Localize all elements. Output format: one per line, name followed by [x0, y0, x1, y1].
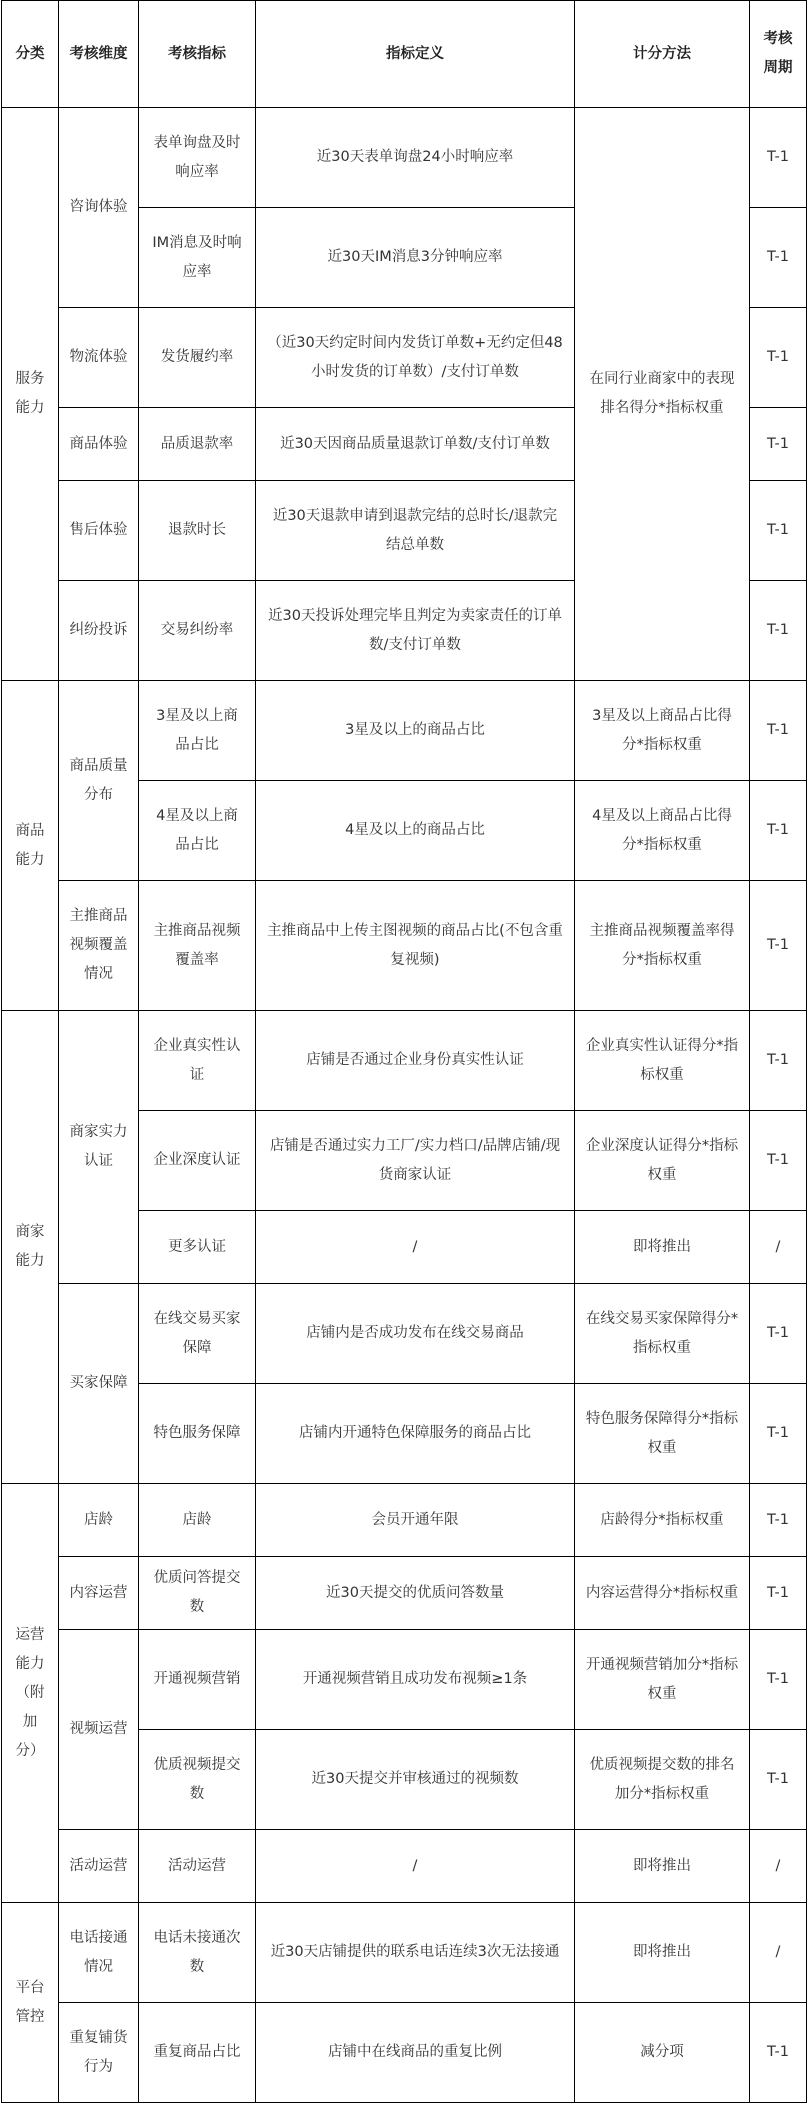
table-row [2, 1630, 807, 1730]
scoring-cell: 4星及以上商品占比得分*指标权重 [575, 781, 750, 881]
table-row [2, 1484, 807, 1557]
dimension-cell: 咨询体验 [59, 108, 139, 308]
table-row [2, 681, 807, 781]
definition-cell: 近30天退款申请到退款完结的总时长/退款完结总单数 [256, 481, 575, 581]
indicator-cell: 在线交易买家保障 [139, 1284, 256, 1384]
period-cell: T-1 [750, 581, 807, 681]
dimension-cell: 主推商品视频覆盖情况 [59, 881, 139, 1011]
indicator-cell: 发货履约率 [139, 308, 256, 408]
definition-cell: 店铺是否通过企业身份真实性认证 [256, 1011, 575, 1111]
period-cell: T-1 [750, 208, 807, 308]
definition-cell: 近30天提交并审核通过的视频数 [256, 1730, 575, 1830]
indicator-cell: 店龄 [139, 1484, 256, 1557]
header-period: 考核周期 [750, 1, 807, 108]
table-row [2, 1903, 807, 2003]
definition-cell: 会员开通年限 [256, 1484, 575, 1557]
definition-cell: 4星及以上的商品占比 [256, 781, 575, 881]
scoring-cell: 开通视频营销加分*指标权重 [575, 1630, 750, 1730]
scoring-cell: 3星及以上商品占比得分*指标权重 [575, 681, 750, 781]
table-row [2, 1557, 807, 1630]
dimension-cell: 内容运营 [59, 1557, 139, 1630]
period-cell: T-1 [750, 1730, 807, 1830]
definition-cell: 近30天IM消息3分钟响应率 [256, 208, 575, 308]
scoring-cell: 店龄得分*指标权重 [575, 1484, 750, 1557]
indicator-cell: 交易纠纷率 [139, 581, 256, 681]
scoring-cell: 特色服务保障得分*指标权重 [575, 1384, 750, 1484]
definition-cell: 店铺内开通特色保障服务的商品占比 [256, 1384, 575, 1484]
definition-cell: 店铺中在线商品的重复比例 [256, 2003, 575, 2103]
category-cell: 服务能力 [2, 108, 59, 681]
table-row [2, 108, 807, 208]
header-indicator: 考核指标 [139, 1, 256, 108]
indicator-cell: 优质视频提交数 [139, 1730, 256, 1830]
period-cell: / [750, 1830, 807, 1903]
period-cell: T-1 [750, 308, 807, 408]
indicator-cell: 4星及以上商品占比 [139, 781, 256, 881]
definition-cell: 店铺内是否成功发布在线交易商品 [256, 1284, 575, 1384]
indicator-cell: 更多认证 [139, 1211, 256, 1284]
indicator-cell: 主推商品视频覆盖率 [139, 881, 256, 1011]
period-cell: T-1 [750, 2003, 807, 2103]
scoring-cell: 企业真实性认证得分*指标权重 [575, 1011, 750, 1111]
indicator-cell: 开通视频营销 [139, 1630, 256, 1730]
scoring-cell: 优质视频提交数的排名加分*指标权重 [575, 1730, 750, 1830]
definition-cell: 开通视频营销且成功发布视频≥1条 [256, 1630, 575, 1730]
period-cell: T-1 [750, 481, 807, 581]
period-cell: / [750, 1211, 807, 1284]
indicator-cell: 企业真实性认证 [139, 1011, 256, 1111]
period-cell: T-1 [750, 1630, 807, 1730]
table-row [2, 881, 807, 1011]
scoring-cell: 内容运营得分*指标权重 [575, 1557, 750, 1630]
indicator-cell: 品质退款率 [139, 408, 256, 481]
indicator-cell: 表单询盘及时响应率 [139, 108, 256, 208]
scoring-cell: 在线交易买家保障得分*指标权重 [575, 1284, 750, 1384]
dimension-cell: 活动运营 [59, 1830, 139, 1903]
definition-cell: 近30天表单询盘24小时响应率 [256, 108, 575, 208]
dimension-cell: 重复铺货行为 [59, 2003, 139, 2103]
dimension-cell: 商品体验 [59, 408, 139, 481]
table-row [2, 1284, 807, 1384]
indicator-cell: 电话未接通次数 [139, 1903, 256, 2003]
definition-cell: 近30天提交的优质问答数量 [256, 1557, 575, 1630]
period-cell: T-1 [750, 108, 807, 208]
dimension-cell: 商品质量分布 [59, 681, 139, 881]
indicator-cell: IM消息及时响应率 [139, 208, 256, 308]
header-scoring: 计分方法 [575, 1, 750, 108]
category-cell: 商家能力 [2, 1011, 59, 1484]
header-definition: 指标定义 [256, 1, 575, 108]
category-cell: 平台管控 [2, 1903, 59, 2103]
dimension-cell: 店龄 [59, 1484, 139, 1557]
category-cell: 商品能力 [2, 681, 59, 1011]
indicator-cell: 3星及以上商品占比 [139, 681, 256, 781]
dimension-cell: 售后体验 [59, 481, 139, 581]
scoring-cell: 减分项 [575, 2003, 750, 2103]
definition-cell: 3星及以上的商品占比 [256, 681, 575, 781]
indicator-cell: 活动运营 [139, 1830, 256, 1903]
scoring-cell: 即将推出 [575, 1903, 750, 2003]
definition-cell: 近30天投诉处理完毕且判定为卖家责任的订单数/支付订单数 [256, 581, 575, 681]
scoring-cell: 主推商品视频覆盖率得分*指标权重 [575, 881, 750, 1011]
period-cell: T-1 [750, 1011, 807, 1111]
scoring-cell: 在同行业商家中的表现排名得分*指标权重 [575, 108, 750, 681]
period-cell: / [750, 1903, 807, 2003]
indicator-cell: 退款时长 [139, 481, 256, 581]
dimension-cell: 视频运营 [59, 1630, 139, 1830]
period-cell: T-1 [750, 1284, 807, 1384]
scoring-cell: 即将推出 [575, 1211, 750, 1284]
indicator-cell: 特色服务保障 [139, 1384, 256, 1484]
definition-cell: （近30天约定时间内发货订单数+无约定但48小时发货的订单数）/支付订单数 [256, 308, 575, 408]
assessment-table [1, 0, 807, 2103]
scoring-cell: 企业深度认证得分*指标权重 [575, 1111, 750, 1211]
period-cell: T-1 [750, 781, 807, 881]
header-row [2, 1, 807, 108]
indicator-cell: 企业深度认证 [139, 1111, 256, 1211]
definition-cell: 近30天店铺提供的联系电话连续3次无法接通 [256, 1903, 575, 2003]
definition-cell: 近30天因商品质量退款订单数/支付订单数 [256, 408, 575, 481]
dimension-cell: 电话接通情况 [59, 1903, 139, 2003]
table-row [2, 1830, 807, 1903]
definition-cell: 主推商品中上传主图视频的商品占比(不包含重复视频) [256, 881, 575, 1011]
dimension-cell: 纠纷投诉 [59, 581, 139, 681]
header-category: 分类 [2, 1, 59, 108]
dimension-cell: 物流体验 [59, 308, 139, 408]
table-row [2, 1011, 807, 1111]
period-cell: T-1 [750, 1384, 807, 1484]
definition-cell: 店铺是否通过实力工厂/实力档口/品牌店铺/现货商家认证 [256, 1111, 575, 1211]
table-row [2, 2003, 807, 2103]
dimension-cell: 商家实力认证 [59, 1011, 139, 1284]
indicator-cell: 优质问答提交数 [139, 1557, 256, 1630]
period-cell: T-1 [750, 408, 807, 481]
definition-cell: / [256, 1211, 575, 1284]
period-cell: T-1 [750, 1484, 807, 1557]
period-cell: T-1 [750, 1111, 807, 1211]
period-cell: T-1 [750, 1557, 807, 1630]
period-cell: T-1 [750, 681, 807, 781]
category-cell: 运营能力（附加分） [2, 1484, 59, 1903]
header-dimension: 考核维度 [59, 1, 139, 108]
scoring-cell: 即将推出 [575, 1830, 750, 1903]
indicator-cell: 重复商品占比 [139, 2003, 256, 2103]
dimension-cell: 买家保障 [59, 1284, 139, 1484]
definition-cell: / [256, 1830, 575, 1903]
period-cell: T-1 [750, 881, 807, 1011]
